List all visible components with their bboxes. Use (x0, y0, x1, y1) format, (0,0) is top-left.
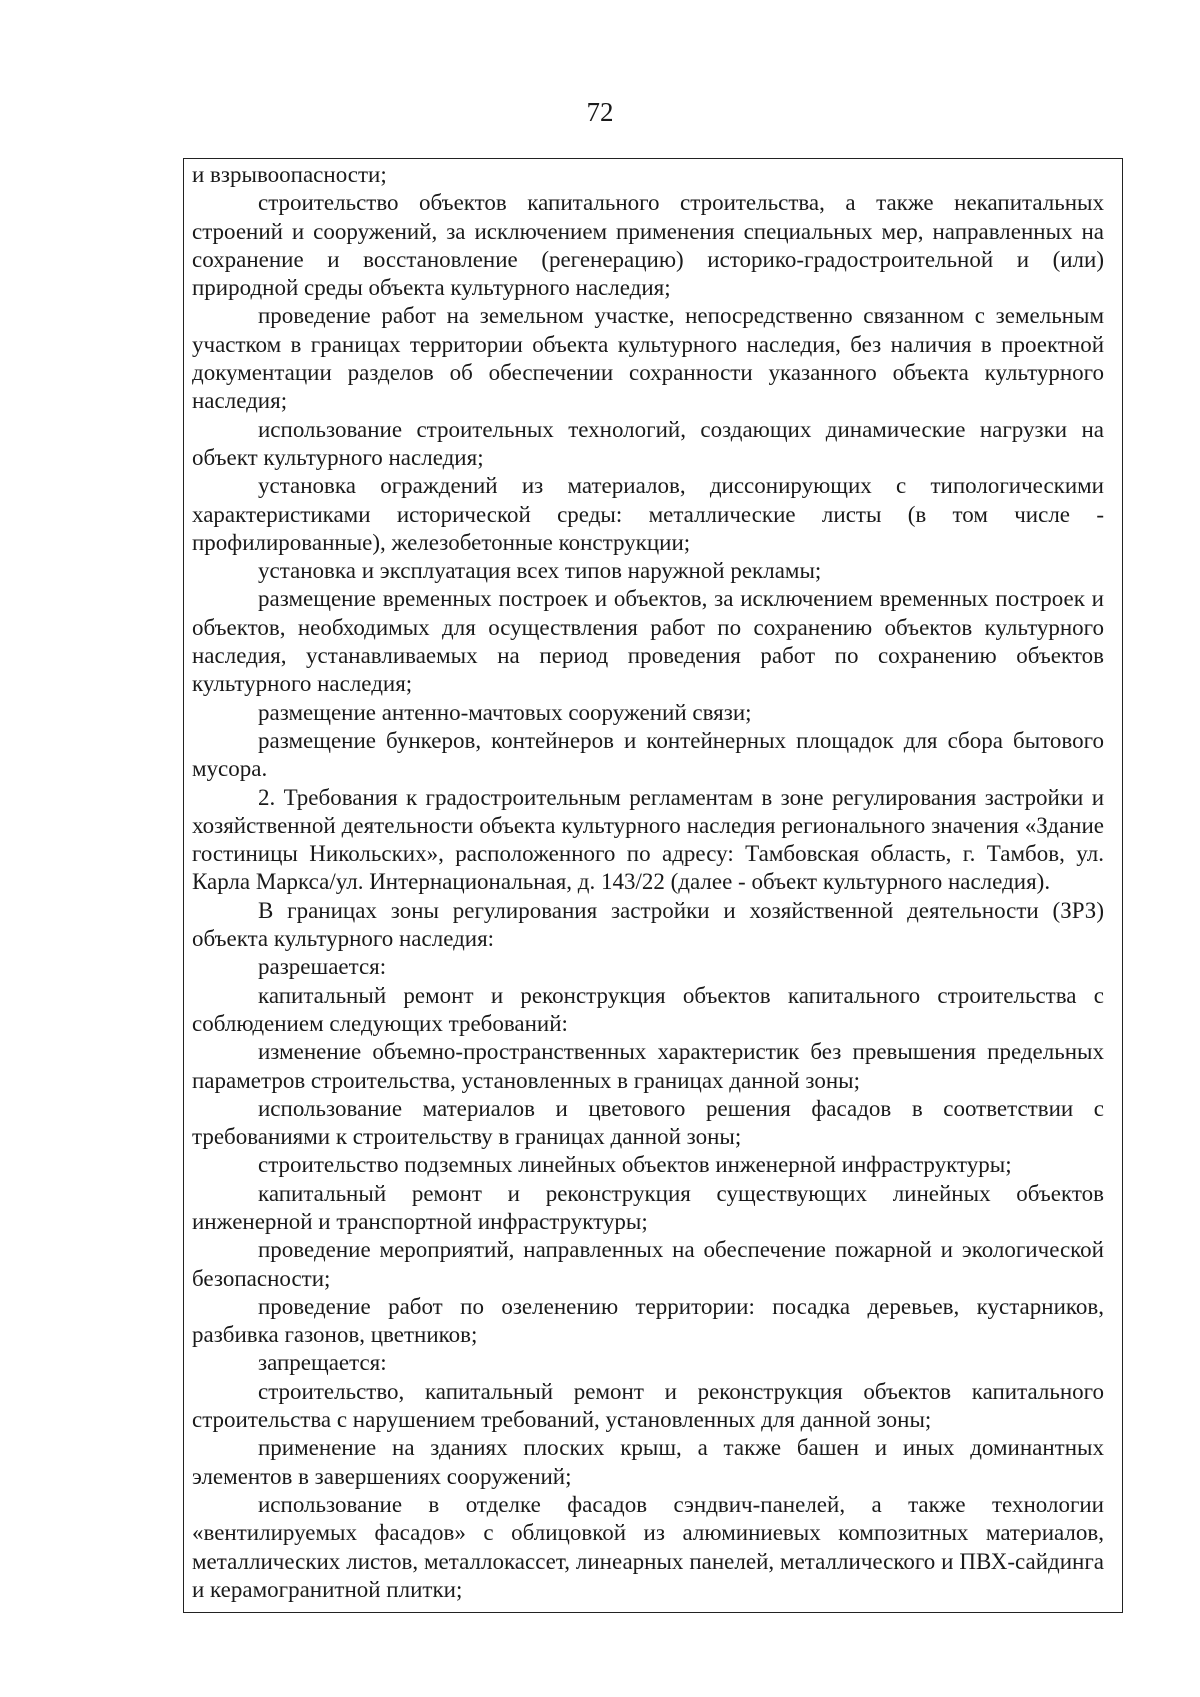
paragraph: запрещается: (258, 1350, 387, 1376)
paragraph: использование в отделке фасадов сэндвич-панелей, а также технологии «вентилируемых фасадов» с облицовкой из алюминиевых композитных материалов, металлических листов, металлокассет, линеарных панелей, металлического и ПВХ-сайдинга и керамогранитной плитки; (192, 1491, 1104, 1602)
paragraph: строительство, капитальный ремонт и реконструкция объектов капитального строительства с нарушением требований, установленных для данной зоны; (192, 1378, 1104, 1433)
paragraph: установка и эксплуатация всех типов наружной рекламы; (258, 558, 822, 584)
paragraph: разрешается: (258, 954, 387, 980)
page-number: 72 (586, 97, 614, 127)
paragraph: проведение мероприятий, направленных на обеспечение пожарной и экологической безопасности; (192, 1237, 1104, 1291)
paragraph: применение на зданиях плоских крыш, а также башен и иных доминантных элементов в завершениях сооружений; (192, 1435, 1104, 1489)
paragraph: изменение объемно-пространственных характеристик без превышения предельных параметров строительства, установленных в границах данной зоны; (192, 1039, 1104, 1093)
text-frame (183, 158, 1123, 1613)
paragraph: строительство подземных линейных объектов инженерной инфраструктуры; (258, 1152, 1012, 1178)
paragraph: проведение работ по озеленению территории: посадка деревьев, кустарников, разбивка газонов, цветников; (192, 1293, 1104, 1348)
paragraph: размещение антенно-мачтовых сооружений связи; (258, 699, 752, 725)
paragraph: 2. Требования к градостроительным регламентам в зоне регулирования застройки и хозяйственной деятельности объекта культурного наследия регионального значения «Здание гостиницы Никольских», расположенного по адресу: Тамбовская область, г. Тамбов, ул. Карла Маркса/ул. Интернациональная, д. 143/22 (далее - объект культурного наследия). (192, 784, 1104, 895)
paragraph: В границах зоны регулирования застройки и хозяйственной деятельности (ЗРЗ) объекта культурного наследия: (192, 897, 1104, 952)
paragraph: капитальный ремонт и реконструкция существующих линейных объектов инженерной и транспортной инфраструктуры; (192, 1180, 1104, 1234)
paragraph: размещение бункеров, контейнеров и контейнерных площадок для сбора бытового мусора. (192, 727, 1104, 782)
paragraph: строительство объектов капитального строительства, а также некапитальных строений и сооружений, за исключением применения специальных мер, направленных на сохранение и восстановление (регенерацию) историко-градостроительной и (или) природной среды объекта культурного наследия; (192, 190, 1104, 301)
paragraph: капитальный ремонт и реконструкция объектов капитального строительства с соблюдением следующих требований: (192, 982, 1104, 1036)
paragraph: использование строительных технологий, создающих динамические нагрузки на объект культурного наследия; (192, 416, 1104, 470)
paragraph: и взрывоопасности; (192, 162, 387, 187)
paragraph: размещение временных построек и объектов, за исключением временных построек и объектов, необходимых для осуществления работ по сохранению объектов культурного наследия, устанавливаемых на период проведения работ по сохранению объектов культурного наследия; (192, 586, 1104, 697)
paragraph: установка ограждений из материалов, диссонирующих с типологическими характеристиками исторической среды: металлические листы (в том числе - профилированные), железобетонные конструкции; (192, 473, 1104, 555)
paragraph: использование материалов и цветового решения фасадов в соответствии с требованиями к строительству в границах данной зоны; (192, 1095, 1104, 1150)
paragraph: проведение работ на земельном участке, непосредственно связанном с земельным участком в границах территории объекта культурного наследия, без наличия в проектной документации разделов об обеспечении сохранности указанного объекта культурного наследия; (192, 303, 1104, 414)
